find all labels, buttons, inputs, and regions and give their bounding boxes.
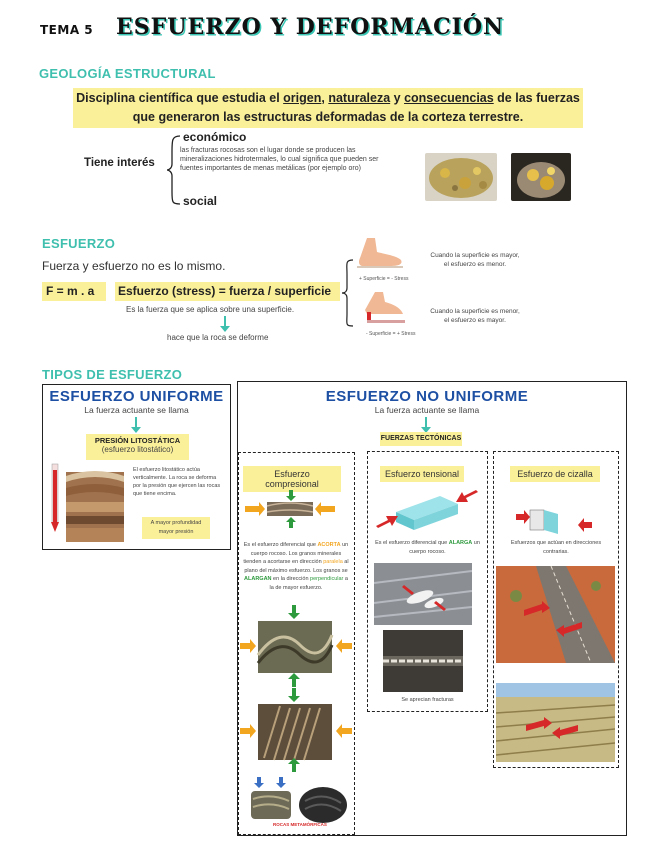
tipos-heading: TIPOS DE ESFUERZO bbox=[42, 367, 183, 382]
mayor-note: Cuando la superficie es mayor, el esfuerzo es menor. bbox=[430, 252, 520, 268]
geologia-heading: GEOLOGÍA ESTRUCTURAL bbox=[39, 66, 216, 81]
uniforme-title: ESFUERZO UNIFORME bbox=[49, 388, 224, 405]
compresional-text: Es el esfuerzo diferencial que ACORTA un cuerpo rocoso. Los granos minerales tienden a acortarse en dirección paralela al plano del máximo esfuerzo. Los granos se ALARGAN en la dirección perpendicular a la de mayor esfuerzo. bbox=[243, 542, 349, 591]
compresional-title: Esfuerzo compresional bbox=[243, 466, 341, 492]
tema-label: TEMA 5 bbox=[40, 23, 94, 37]
foot-bottom-caption: - Superficie = + Stress bbox=[366, 331, 416, 337]
word-naturaleza: naturaleza bbox=[328, 91, 391, 105]
esfuerzo-intro: Fuerza y esfuerzo no es lo mismo. bbox=[42, 259, 226, 273]
fuerzas-tectonicas-label: FUERZAS TECTÓNICAS bbox=[380, 432, 462, 446]
cizalla-field-photo bbox=[496, 683, 615, 762]
tensional-title: Esfuerzo tensional bbox=[380, 466, 464, 482]
folded-rock-photo-2 bbox=[240, 688, 352, 772]
uniforme-arrow bbox=[135, 417, 137, 429]
profundidad-note: A mayor profundidad mayor presión bbox=[142, 517, 210, 539]
metamorphic-rocks-photo bbox=[247, 775, 355, 829]
tensional-rock-photo-1 bbox=[374, 563, 472, 625]
compresional-diagram bbox=[243, 488, 347, 530]
fracturas-caption: Se aprecian fracturas bbox=[401, 697, 454, 703]
cizalla-text: Esfuerzos que actúan en direcciones contrarias. bbox=[510, 540, 602, 555]
folded-rock-photo-1 bbox=[240, 605, 352, 687]
hace-text: hace que la roca se deforme bbox=[167, 333, 269, 342]
esfuerzo-heading: ESFUERZO bbox=[42, 236, 116, 251]
cizalla-title: Esfuerzo de cizalla bbox=[510, 466, 600, 482]
gold-ore-photo-2 bbox=[511, 153, 571, 201]
economico-label: económico bbox=[183, 130, 247, 144]
no-uniforme-arrow bbox=[425, 417, 427, 429]
presion-litostatica-label: PRESIÓN LITOSTÁTICA (esfuerzo litostático) bbox=[86, 434, 189, 460]
cizalla-diagram bbox=[514, 500, 594, 540]
menor-note: Cuando la superficie es menor, el esfuerzo es mayor. bbox=[430, 308, 520, 324]
definition-box: Disciplina científica que estudia el origen, naturaleza y consecuencias de las fuerzas que generaron las estructuras deformadas de la corteza terrestre. bbox=[73, 88, 583, 128]
stress-bracket bbox=[341, 258, 355, 328]
page-title: ESFUERZO Y DEFORMACIÓN bbox=[116, 14, 505, 40]
foot-flat-icon bbox=[355, 236, 405, 268]
down-arrow bbox=[224, 316, 226, 328]
uniforme-desc: El esfuerzo litostático actúa verticalmente. La roca se deforma por la presión que ejercen las rocas que tiene encima. bbox=[133, 467, 221, 497]
tensional-text: Es el esfuerzo diferencial que ALARGA un cuerpo rocoso. bbox=[375, 540, 480, 555]
economico-text: las fracturas rocosas son el lugar donde se producen las mineralizaciones hidrotermales, lo cual significa que pueden ser fuentes importantes de menas metálicas (por ejemplo oro) bbox=[180, 147, 379, 172]
litostatic-thermometer-strata bbox=[50, 462, 130, 546]
foot-heel-icon bbox=[357, 290, 407, 326]
social-label: social bbox=[183, 194, 218, 208]
aplicada-text: Es la fuerza que se aplica sobre una superficie. bbox=[126, 305, 295, 314]
tensional-rock-photo-2 bbox=[383, 630, 463, 692]
uniforme-sub: La fuerza actuante se llama bbox=[84, 405, 189, 415]
word-origen: origen bbox=[283, 91, 322, 105]
tensional-diagram bbox=[374, 486, 480, 534]
cizalla-road-photo bbox=[496, 566, 615, 663]
no-uniforme-title: ESFUERZO NO UNIFORME bbox=[325, 388, 529, 405]
foot-top-caption: + Superficie = - Stress bbox=[359, 276, 409, 282]
tiene-interes-label: Tiene interés bbox=[84, 157, 155, 169]
word-consecuencias: consecuencias bbox=[404, 91, 494, 105]
rocas-metamorficas-label: ROCAS METAMÓRFICAS bbox=[273, 822, 327, 827]
gold-ore-photo-1 bbox=[425, 153, 497, 201]
formula-esfuerzo: Esfuerzo (stress) = fuerza / superficie bbox=[115, 282, 340, 301]
no-uniforme-sub: La fuerza actuante se llama bbox=[374, 405, 480, 415]
formula-fuerza: F = m . a bbox=[42, 282, 106, 301]
